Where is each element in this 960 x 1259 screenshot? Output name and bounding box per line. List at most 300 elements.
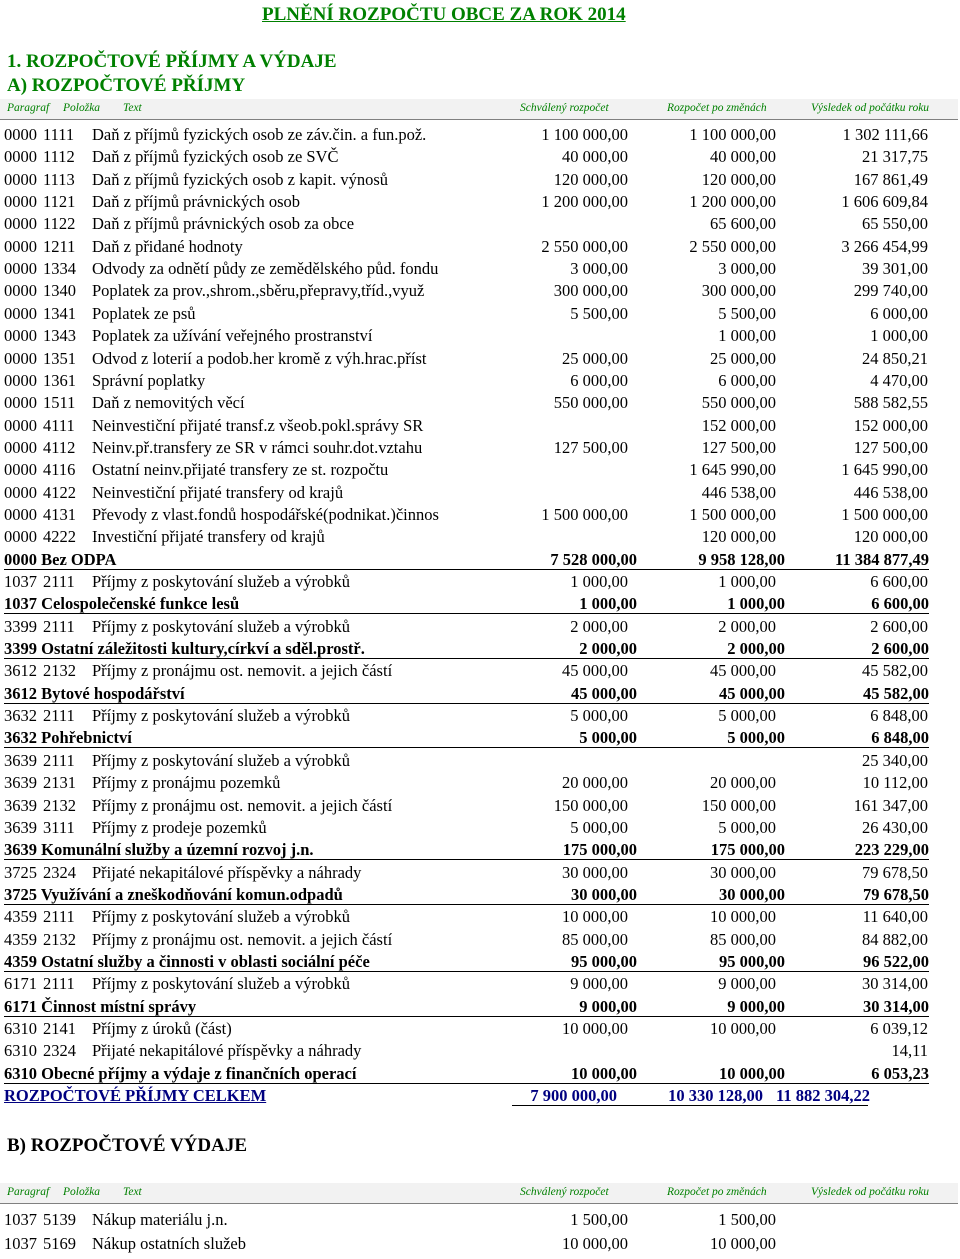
cell-vysledek: 588 582,55 [853,393,928,413]
cell-rozpocet-po-zmenach: 1 000,00 [718,326,776,346]
cell-paragraf: 4359 [4,929,37,949]
table-row [0,571,960,593]
cell-paragraf: 1037 [4,1210,37,1229]
cell-polozka: 1351 [43,348,76,368]
cell-text: Daň z příjmů fyzických osob ze záv.čin. a fun.pož. [92,125,427,144]
table-row [0,459,960,481]
cell-vysledek: 6 000,00 [870,303,928,323]
cell-paragraf: 0000 [4,147,37,167]
cell-polozka: 4222 [43,527,76,547]
subtotal-underline [4,1083,929,1084]
table-row [0,1233,960,1255]
cell-polozka: 2111 [43,706,75,726]
row-label: 6310 Obecné příjmy a výdaje z finančních operací [4,1063,357,1083]
cell-rozpocet-po-zmenach: 1 000,00 [718,572,776,591]
cell-vysledek: 84 882,00 [862,929,928,949]
cell-text: Příjmy z poskytování služeb a výrobků [92,974,351,994]
cell-schvaleny: 300 000,00 [553,281,628,301]
table-row [0,1040,960,1062]
cell-polozka: 1361 [43,370,76,390]
cell-text: Daň z příjmů právnických osob za obce [92,214,355,234]
cell-vysledek: 11 640,00 [862,907,928,927]
table-row [0,392,960,414]
cell-vysledek: 161 347,00 [853,795,928,815]
subtotal-row [0,549,960,571]
cell-text: Daň z přidané hodnoty [92,236,243,256]
cell-polozka: 2111 [43,907,75,927]
cell-rozpocet-po-zmenach: 10 000,00 [710,907,776,927]
cell-paragraf: 0000 [4,326,37,346]
table-row [0,705,960,727]
cell-text: Nákup ostatních služeb [92,1234,246,1253]
header-text: Text [123,102,142,114]
header-schvaleny: Schválený rozpočet [520,1186,609,1198]
cell-vysledek: 45 582,00 [863,683,929,703]
cell-rozpocet-po-zmenach: 2 000,00 [727,639,785,659]
table-row [0,146,960,168]
cell-schvaleny: 30 000,00 [571,884,637,904]
grand-total-row [0,1085,960,1107]
cell-schvaleny: 10 000,00 [562,1019,628,1038]
table-row [0,280,960,302]
cell-paragraf: 3639 [4,795,37,815]
section-heading-income: A) ROZPOČTOVÉ PŘÍJMY [7,75,246,96]
header-schvaleny: Schválený rozpočet [520,102,609,114]
cell-paragraf: 0000 [4,169,37,189]
cell-vysledek: 6 600,00 [870,572,928,591]
cell-polozka: 2111 [43,974,75,994]
subtotal-underline [4,859,929,860]
cell-polozka: 4112 [43,437,76,457]
cell-polozka: 1121 [43,192,76,212]
subtotal-underline [4,1016,929,1017]
cell-polozka: 4131 [43,504,76,524]
cell-vysledek: 26 430,00 [862,817,928,837]
cell-text: Poplatek za užívání veřejného prostranství [92,326,373,346]
table-row [0,437,960,459]
cell-schvaleny: 175 000,00 [562,840,637,860]
table-row [0,660,960,682]
row-label: 3632 Pohřebnictví [4,728,132,748]
cell-schvaleny: 1 200 000,00 [541,192,628,212]
cell-paragraf: 0000 [4,504,37,524]
cell-paragraf: 6310 [4,1041,37,1061]
cell-vysledek: 30 314,00 [862,974,928,994]
cell-rozpocet-po-zmenach: 300 000,00 [701,281,776,301]
cell-text: Odvod z loterií a podob.her kromě z výh.hrac.příst [92,348,427,368]
subtotal-row [0,1063,960,1085]
subtotal-underline [4,971,929,972]
cell-text: Příjmy z poskytování služeb a výrobků [92,616,351,636]
cell-paragraf: 0000 [4,460,37,480]
cell-text: Daň z nemovitých věcí [92,393,245,413]
cell-vysledek: 446 538,00 [853,482,928,502]
cell-paragraf: 3639 [4,773,37,793]
cell-schvaleny: 40 000,00 [562,147,628,167]
cell-schvaleny: 2 000,00 [579,639,637,659]
cell-paragraf: 0000 [4,527,37,547]
cell-vysledek: 21 317,75 [862,147,928,167]
table-row [0,526,960,548]
cell-text: Příjmy z poskytování služeb a výrobků [92,907,351,927]
cell-polozka: 2132 [43,929,76,949]
cell-schvaleny: 5 000,00 [570,817,628,837]
cell-vysledek: 45 582,00 [862,661,928,681]
subtotal-row [0,683,960,705]
cell-vysledek: 120 000,00 [853,527,928,547]
table-row [0,1209,960,1231]
cell-vysledek: 152 000,00 [853,415,928,435]
cell-schvaleny: 1 000,00 [570,572,628,591]
cell-paragraf: 0000 [4,370,37,390]
cell-schvaleny: 95 000,00 [571,951,637,971]
cell-schvaleny: 1 500 000,00 [541,504,628,524]
cell-paragraf: 0000 [4,214,37,234]
table-row [0,1018,960,1040]
header-polozka: Položka [63,102,101,114]
row-label: 3725 Využívání a zneškodňování komun.odpadů [4,884,343,904]
cell-rozpocet-po-zmenach: 5 000,00 [718,706,776,726]
cell-polozka: 1340 [43,281,76,301]
cell-vysledek: 14,11 [891,1041,928,1061]
cell-polozka: 1211 [43,236,76,256]
cell-paragraf: 0000 [4,281,37,301]
cell-vysledek: 1 500 000,00 [841,504,928,524]
subtotal-row [0,839,960,861]
cell-polozka: 1341 [43,303,76,323]
cell-polozka: 5169 [43,1234,76,1253]
cell-vysledek: 223 229,00 [854,840,929,860]
table-row [0,191,960,213]
cell-rozpocet-po-zmenach: 1 200 000,00 [689,192,776,212]
cell-schvaleny: 1 000,00 [579,594,637,614]
cell-rozpocet-po-zmenach: 1 645 990,00 [689,460,776,480]
cell-paragraf: 3632 [4,706,37,726]
cell-schvaleny: 45 000,00 [562,661,628,681]
table-row [0,482,960,504]
column-header-bar-income [0,99,958,120]
cell-schvaleny: 127 500,00 [553,437,628,457]
cell-schvaleny: 85 000,00 [562,929,628,949]
cell-text: Daň z příjmů fyzických osob ze SVČ [92,147,339,167]
cell-text: Nákup materiálu j.n. [92,1210,228,1229]
cell-vysledek: 1 302 111,66 [842,125,928,144]
cell-paragraf: 0000 [4,192,37,212]
cell-schvaleny: 5 500,00 [570,303,628,323]
cell-text: Daň z příjmů právnických osob [92,192,301,212]
cell-rozpocet-po-zmenach: 1 000,00 [727,594,785,614]
table-row [0,750,960,772]
cell-schvaleny: 10 000,00 [562,907,628,927]
cell-vysledek: 30 314,00 [863,996,929,1016]
cell-paragraf: 3639 [4,750,37,770]
cell-vysledek: 4 470,00 [870,370,928,390]
cell-rozpocet-po-zmenach: 30 000,00 [719,884,785,904]
cell-rozpocet-po-zmenach: 9 000,00 [727,996,785,1016]
cell-rozpocet-po-zmenach: 6 000,00 [718,370,776,390]
row-label: 0000 Bez ODPA [4,549,117,569]
cell-schvaleny: 10 000,00 [571,1063,637,1083]
cell-schvaleny: 1 100 000,00 [541,125,628,144]
cell-text: Příjmy z úroků (část) [92,1019,232,1038]
cell-paragraf: 3399 [4,616,37,636]
header-polozka: Položka [63,1186,101,1198]
cell-polozka: 4116 [43,460,76,480]
cell-text: Příjmy z poskytování služeb a výrobků [92,572,351,591]
subtotal-row [0,996,960,1018]
cell-paragraf: 3725 [4,862,37,882]
cell-text: Příjmy z pronájmu ost. nemovit. a jejich částí [92,661,393,681]
cell-text: Příjmy z pronájmu ost. nemovit. a jejich částí [92,795,393,815]
row-label: 4359 Ostatní služby a činnosti v oblasti sociální péče [4,951,370,971]
cell-vysledek: 11 882 304,22 [776,1086,870,1106]
cell-text: Přijaté nekapitálové příspěvky a náhrady [92,1041,362,1061]
cell-paragraf: 0000 [4,482,37,502]
cell-polozka: 2111 [43,616,75,636]
cell-rozpocet-po-zmenach: 1 500 000,00 [689,504,776,524]
cell-schvaleny: 5 000,00 [579,728,637,748]
cell-rozpocet-po-zmenach: 10 330 128,00 [668,1086,763,1106]
table-row [0,973,960,995]
cell-schvaleny: 7 528 000,00 [550,549,637,569]
table-row [0,348,960,370]
cell-rozpocet-po-zmenach: 175 000,00 [710,840,785,860]
cell-schvaleny: 25 000,00 [562,348,628,368]
cell-rozpocet-po-zmenach: 45 000,00 [719,683,785,703]
cell-schvaleny: 120 000,00 [553,169,628,189]
cell-polozka: 1111 [43,125,75,144]
row-label: 3639 Komunální služby a územní rozvoj j.n. [4,840,314,860]
cell-vysledek: 96 522,00 [863,951,929,971]
cell-rozpocet-po-zmenach: 30 000,00 [710,862,776,882]
table-row [0,929,960,951]
cell-vysledek: 299 740,00 [853,281,928,301]
cell-paragraf: 0000 [4,303,37,323]
cell-vysledek: 127 500,00 [853,437,928,457]
cell-polozka: 2324 [43,862,76,882]
cell-paragraf: 3639 [4,817,37,837]
cell-rozpocet-po-zmenach: 10 000,00 [710,1234,776,1253]
cell-vysledek: 11 384 877,49 [835,549,929,569]
cell-vysledek: 6 053,23 [871,1063,929,1083]
cell-polozka: 4122 [43,482,76,502]
cell-text: Odvody za odnětí půdy ze zemědělského půd. fondu [92,259,439,279]
cell-rozpocet-po-zmenach: 446 538,00 [701,482,776,502]
table-row [0,616,960,638]
cell-vysledek: 1 000,00 [870,326,928,346]
subtotal-underline [4,569,929,570]
cell-rozpocet-po-zmenach: 20 000,00 [710,773,776,793]
cell-text: Poplatek ze psů [92,303,196,323]
cell-polozka: 1511 [43,393,76,413]
cell-vysledek: 6 848,00 [871,728,929,748]
cell-vysledek: 65 550,00 [862,214,928,234]
table-row [0,124,960,146]
total-underline [512,1105,868,1106]
cell-schvaleny: 2 550 000,00 [541,236,628,256]
cell-text: Příjmy z pronájmu pozemků [92,773,281,793]
cell-vysledek: 79 678,50 [863,884,929,904]
cell-text: Příjmy z prodeje pozemků [92,817,267,837]
cell-text: Příjmy z poskytování služeb a výrobků [92,706,351,726]
subtotal-underline [4,658,929,659]
cell-vysledek: 24 850,21 [862,348,928,368]
cell-polozka: 2111 [43,750,75,770]
cell-polozka: 3111 [43,817,75,837]
table-row [0,772,960,794]
cell-vysledek: 25 340,00 [862,750,928,770]
subtotal-underline [4,747,929,748]
header-vysledek: Výsledek od počátku roku [811,102,930,114]
cell-rozpocet-po-zmenach: 127 500,00 [701,437,776,457]
cell-rozpocet-po-zmenach: 120 000,00 [701,527,776,547]
subtotal-row [0,884,960,906]
cell-polozka: 2132 [43,795,76,815]
cell-vysledek: 6 848,00 [870,706,928,726]
cell-rozpocet-po-zmenach: 1 500,00 [718,1210,776,1229]
cell-schvaleny: 6 000,00 [570,370,628,390]
subtotal-underline [4,703,929,704]
cell-vysledek: 6 039,12 [870,1019,928,1038]
cell-schvaleny: 5 000,00 [570,706,628,726]
subtotal-row [0,727,960,749]
cell-schvaleny: 9 000,00 [570,974,628,994]
cell-text: Ostatní neinv.přijaté transfery ze st. rozpočtu [92,460,389,480]
cell-rozpocet-po-zmenach: 85 000,00 [710,929,776,949]
cell-schvaleny: 550 000,00 [553,393,628,413]
table-row [0,415,960,437]
cell-polozka: 1113 [43,169,75,189]
cell-paragraf: 0000 [4,259,37,279]
row-label: 6171 Činnost místní správy [4,996,197,1016]
header-vysledek: Výsledek od počátku roku [811,1186,930,1198]
cell-vysledek: 39 301,00 [862,259,928,279]
subtotal-row [0,593,960,615]
header-paragraf: Paragraf [7,102,50,114]
cell-rozpocet-po-zmenach: 1 100 000,00 [689,125,776,144]
table-row [0,370,960,392]
cell-polozka: 1122 [43,214,76,234]
row-label: 1037 Celospolečenské funkce lesů [4,594,240,614]
subtotal-underline [4,613,929,614]
cell-paragraf: 0000 [4,437,37,457]
cell-polozka: 1334 [43,259,76,279]
cell-vysledek: 1 606 609,84 [841,192,928,212]
cell-polozka: 2141 [43,1019,76,1038]
cell-text: Poplatek za prov.,shrom.,sběru,přepravy,tříd.,využ [92,281,425,301]
cell-paragraf: 0000 [4,348,37,368]
cell-text: Příjmy z poskytování služeb a výrobků [92,750,351,770]
cell-rozpocet-po-zmenach: 152 000,00 [701,415,776,435]
cell-rozpocet-po-zmenach: 2 550 000,00 [689,236,776,256]
cell-rozpocet-po-zmenach: 25 000,00 [710,348,776,368]
cell-polozka: 2132 [43,661,76,681]
column-header-bar-expenses [0,1183,958,1204]
cell-text: Příjmy z pronájmu ost. nemovit. a jejich částí [92,929,393,949]
cell-vysledek: 2 600,00 [871,639,929,659]
cell-rozpocet-po-zmenach: 3 000,00 [718,259,776,279]
cell-rozpocet-po-zmenach: 45 000,00 [710,661,776,681]
table-row [0,303,960,325]
cell-rozpocet-po-zmenach: 10 000,00 [719,1063,785,1083]
cell-schvaleny: 1 500,00 [570,1210,628,1229]
cell-paragraf: 0000 [4,393,37,413]
cell-vysledek: 3 266 454,99 [841,236,928,256]
cell-vysledek: 167 861,49 [853,169,928,189]
cell-schvaleny: 45 000,00 [571,683,637,703]
cell-text: Daň z příjmů fyzických osob z kapit. výnosů [92,169,389,189]
cell-vysledek: 79 678,50 [862,862,928,882]
cell-polozka: 1112 [43,147,75,167]
cell-rozpocet-po-zmenach: 2 000,00 [718,616,776,636]
cell-text: Neinvestiční přijaté transf.z všeob.pokl.správy SR [92,415,424,435]
cell-rozpocet-po-zmenach: 10 000,00 [710,1019,776,1038]
page-title: PLNĚNÍ ROZPOČTU OBCE ZA ROK 2014 [262,4,626,25]
table-row [0,169,960,191]
cell-vysledek: 10 112,00 [862,773,928,793]
cell-text: Neinvestiční přijaté transfery od krajů [92,482,344,502]
cell-schvaleny: 150 000,00 [553,795,628,815]
cell-vysledek: 1 645 990,00 [841,460,928,480]
cell-rozpocet-po-zmenach: 120 000,00 [701,169,776,189]
table-row [0,236,960,258]
cell-polozka: 2324 [43,1041,76,1061]
cell-paragraf: 1037 [4,1234,37,1253]
subtotal-row [0,951,960,973]
cell-polozka: 5139 [43,1210,76,1229]
cell-rozpocet-po-zmenach: 9 958 128,00 [698,549,785,569]
table-row [0,795,960,817]
cell-schvaleny: 3 000,00 [570,259,628,279]
header-paragraf: Paragraf [7,1186,50,1198]
table-row [0,504,960,526]
cell-rozpocet-po-zmenach: 5 000,00 [727,728,785,748]
section-heading-1: 1. ROZPOČTOVÉ PŘÍJMY A VÝDAJE [7,51,337,72]
subtotal-underline [4,904,929,905]
cell-rozpocet-po-zmenach: 150 000,00 [701,795,776,815]
cell-schvaleny: 20 000,00 [562,773,628,793]
table-row [0,862,960,884]
header-rozpocet-po-zmenach: Rozpočet po změnách [667,1186,767,1198]
cell-polozka: 2131 [43,773,76,793]
table-row [0,258,960,280]
cell-text: Přijaté nekapitálové příspěvky a náhrady [92,862,362,882]
cell-rozpocet-po-zmenach: 5 500,00 [718,303,776,323]
cell-polozka: 2111 [43,572,75,591]
cell-paragraf: 6310 [4,1019,37,1038]
cell-text: Správní poplatky [92,370,206,390]
cell-rozpocet-po-zmenach: 65 600,00 [710,214,776,234]
cell-rozpocet-po-zmenach: 95 000,00 [719,951,785,971]
row-label: ROZPOČTOVÉ PŘÍJMY CELKEM [4,1086,267,1106]
row-label: 3399 Ostatní záležitosti kultury,církví a sděl.prostř. [4,639,365,659]
section-heading-expenses: B) ROZPOČTOVÉ VÝDAJE [7,1135,247,1156]
cell-paragraf: 4359 [4,907,37,927]
header-rozpocet-po-zmenach: Rozpočet po změnách [667,102,767,114]
cell-text: Převody z vlast.fondů hospodářské(podnikat.)činnos [92,504,439,524]
cell-schvaleny: 2 000,00 [570,616,628,636]
header-text: Text [123,1186,142,1198]
subtotal-row [0,638,960,660]
table-row [0,325,960,347]
cell-text: Investiční přijaté transfery od krajů [92,527,325,547]
cell-vysledek: 6 600,00 [871,594,929,614]
cell-schvaleny: 9 000,00 [579,996,637,1016]
cell-paragraf: 3612 [4,661,37,681]
table-row [0,213,960,235]
cell-rozpocet-po-zmenach: 40 000,00 [710,147,776,167]
cell-rozpocet-po-zmenach: 550 000,00 [701,393,776,413]
